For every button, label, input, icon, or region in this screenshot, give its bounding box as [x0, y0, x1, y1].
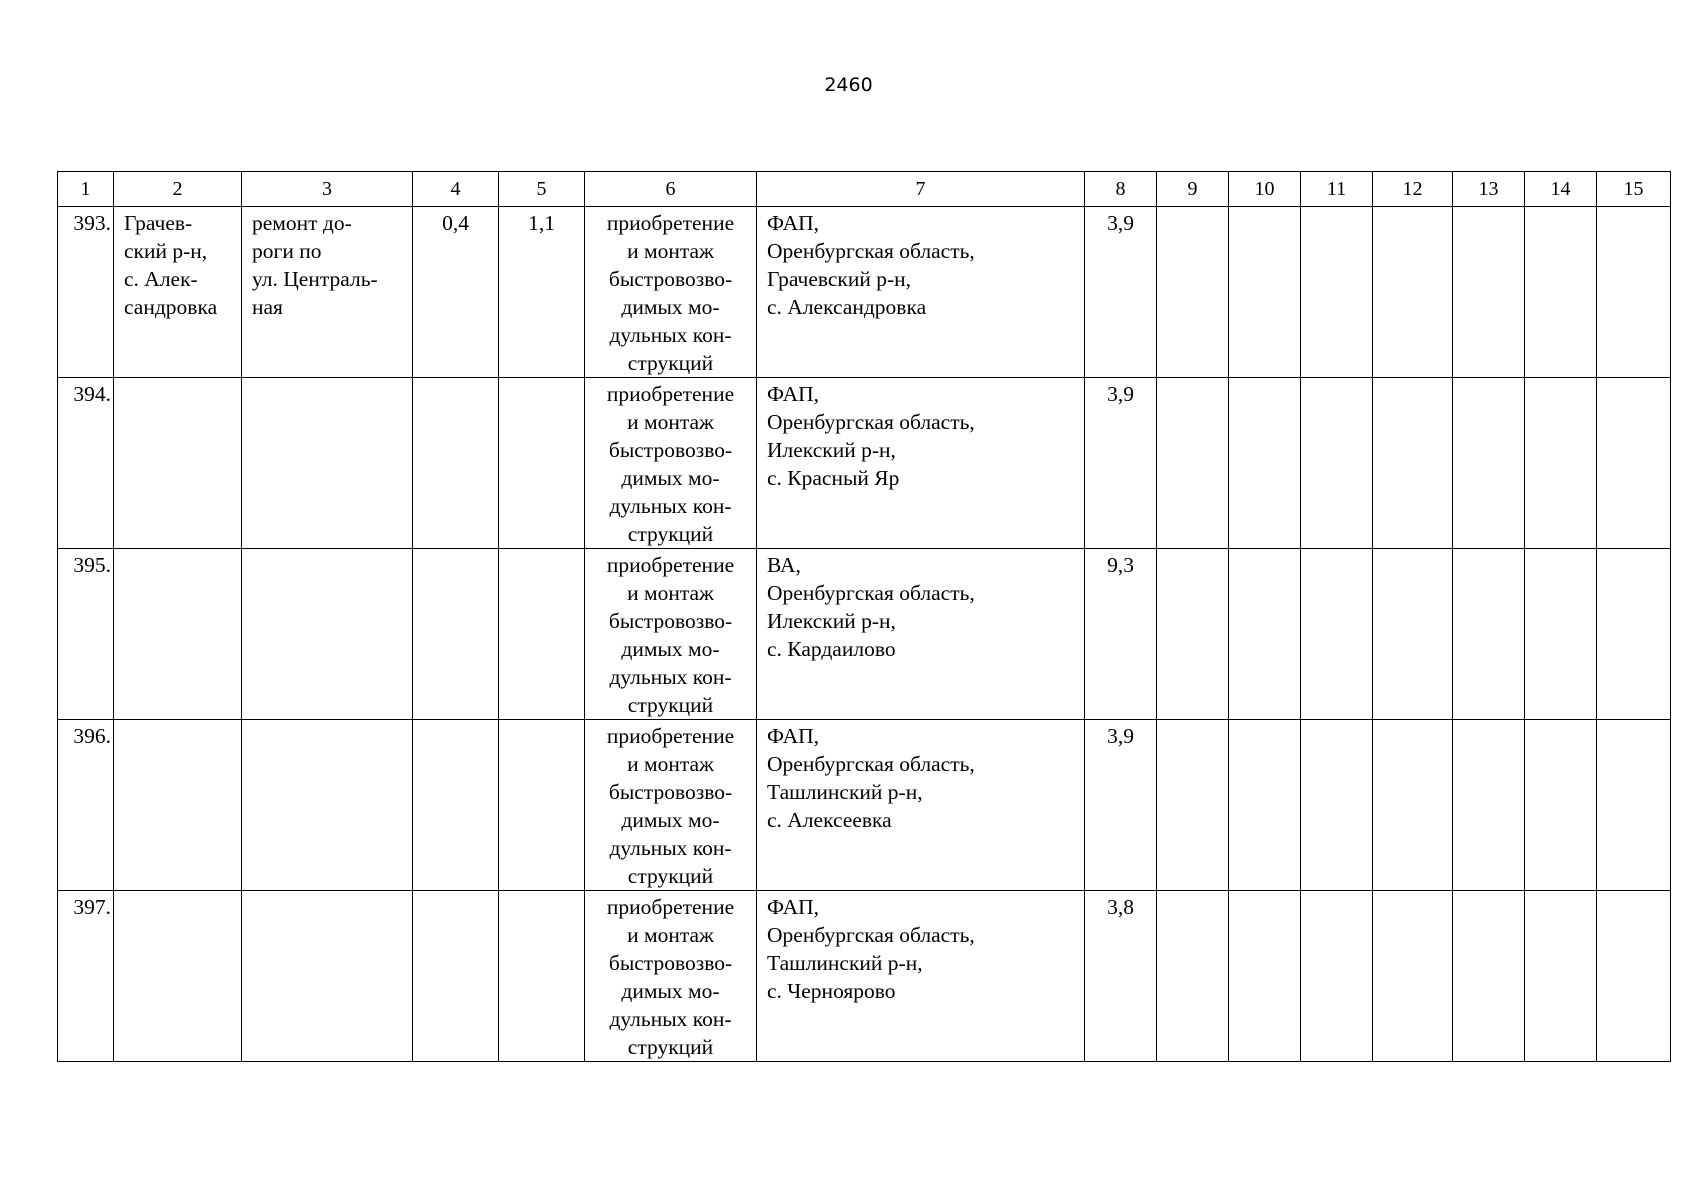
district-cell [114, 891, 242, 1062]
empty-cell-15 [1597, 207, 1671, 378]
empty-cell-14 [1525, 549, 1597, 720]
empty-cell-11 [1301, 891, 1373, 1062]
value-cell-5 [499, 549, 585, 720]
empty-cell-11 [1301, 207, 1373, 378]
header-cell: 15 [1597, 172, 1671, 207]
empty-cell-10 [1229, 207, 1301, 378]
work-type-cell-line: димых мо- [621, 979, 720, 1003]
work-type-cell [585, 549, 757, 720]
object-cell-line: Илекский р-н, [767, 438, 896, 462]
work-type-cell [585, 378, 757, 549]
value-cell-4 [413, 378, 499, 549]
header-row [58, 172, 1671, 207]
work-type-cell-line: димых мо- [621, 466, 720, 490]
empty-cell-15 [1597, 891, 1671, 1062]
empty-cell-11 [1301, 549, 1373, 720]
header-cell: 8 [1085, 172, 1157, 207]
table-row [58, 378, 1671, 549]
district-cell-line: сандровка [124, 295, 218, 319]
empty-cell-9 [1157, 378, 1229, 549]
road-cell [242, 207, 413, 378]
header-cell: 2 [114, 172, 242, 207]
table-row [58, 720, 1671, 891]
value-cell-4 [413, 891, 499, 1062]
work-type-cell-line: дульных кон- [609, 1007, 732, 1031]
value-cell-8: 3,9 [1085, 720, 1157, 891]
header-cell: 1 [58, 172, 114, 207]
object-cell [757, 378, 1085, 549]
object-cell-line: Оренбургская область, [767, 410, 975, 434]
work-type-cell-line: дульных кон- [609, 494, 732, 518]
header-cell: 12 [1373, 172, 1453, 207]
work-type-cell-line: быстровозво- [608, 951, 733, 975]
empty-cell-14 [1525, 378, 1597, 549]
object-cell-line: с. Красный Яр [767, 466, 900, 490]
empty-cell-14 [1525, 720, 1597, 891]
object-cell-line: Оренбургская область, [767, 923, 975, 947]
table-header [58, 172, 1671, 207]
object-cell-line: с. Александровка [767, 295, 927, 319]
object-cell-line: ФАП, [767, 382, 820, 406]
work-type-cell [585, 891, 757, 1062]
value-cell-8: 3,9 [1085, 207, 1157, 378]
object-cell-line: Оренбургская область, [767, 239, 975, 263]
header-cell: 3 [242, 172, 413, 207]
work-type-cell-line: приобретение [606, 382, 735, 406]
district-cell [114, 720, 242, 891]
road-cell [242, 549, 413, 720]
district-cell [114, 549, 242, 720]
value-cell-5: 1,1 [499, 207, 585, 378]
value-cell-5 [499, 720, 585, 891]
value-cell-8: 3,9 [1085, 378, 1157, 549]
empty-cell-13 [1453, 549, 1525, 720]
work-type-cell-line: приобретение [606, 553, 735, 577]
empty-cell-11 [1301, 720, 1373, 891]
table-row [58, 207, 1671, 378]
empty-cell-15 [1597, 549, 1671, 720]
header-cell: 5 [499, 172, 585, 207]
header-cell: 13 [1453, 172, 1525, 207]
work-type-cell-line: и монтаж [627, 752, 714, 776]
object-cell-line: Оренбургская область, [767, 581, 975, 605]
header-cell: 9 [1157, 172, 1229, 207]
object-cell-line: ФАП, [767, 211, 820, 235]
row-number-cell: 393. [58, 207, 114, 378]
work-type-cell-line: струкций [627, 1035, 714, 1059]
object-cell-line: Грачевский р-н, [767, 267, 912, 291]
work-type-cell-line: быстровозво- [608, 609, 733, 633]
work-type-cell-line: струкций [627, 864, 714, 888]
empty-cell-9 [1157, 720, 1229, 891]
object-cell-line: с. Кардаилово [767, 637, 896, 661]
road-cell [242, 378, 413, 549]
object-cell-line: ВА, [767, 553, 801, 577]
district-cell-line: Грачев- [124, 211, 193, 235]
value-cell-8: 3,8 [1085, 891, 1157, 1062]
object-cell-line: с. Алексеевка [767, 808, 892, 832]
work-type-cell-line: дульных кон- [609, 665, 732, 689]
work-type-cell-line: дульных кон- [609, 836, 732, 860]
district-cell [114, 207, 242, 378]
value-cell-4 [413, 549, 499, 720]
row-number-cell: 396. [58, 720, 114, 891]
work-type-cell [585, 720, 757, 891]
empty-cell-13 [1453, 891, 1525, 1062]
empty-cell-15 [1597, 720, 1671, 891]
district-cell [114, 378, 242, 549]
row-number-cell: 394. [58, 378, 114, 549]
work-type-cell-line: димых мо- [621, 808, 720, 832]
empty-cell-13 [1453, 207, 1525, 378]
value-cell-4 [413, 720, 499, 891]
empty-cell-9 [1157, 891, 1229, 1062]
value-cell-5 [499, 891, 585, 1062]
object-cell-line: с. Черноярово [767, 979, 896, 1003]
road-cell [242, 720, 413, 891]
table-row [58, 549, 1671, 720]
work-type-cell-line: приобретение [606, 724, 735, 748]
empty-cell-12 [1373, 720, 1453, 891]
empty-cell-10 [1229, 378, 1301, 549]
work-type-cell-line: струкций [627, 693, 714, 717]
empty-cell-14 [1525, 891, 1597, 1062]
object-cell-line: ФАП, [767, 895, 820, 919]
road-cell-line: ул. Централь- [252, 267, 378, 291]
road-cell [242, 891, 413, 1062]
work-type-cell-line: приобретение [606, 895, 735, 919]
district-cell-line: ский р-н, [124, 239, 208, 263]
empty-cell-10 [1229, 720, 1301, 891]
work-type-cell-line: струкций [627, 351, 714, 375]
header-cell: 6 [585, 172, 757, 207]
empty-cell-13 [1453, 720, 1525, 891]
object-cell [757, 549, 1085, 720]
work-type-cell-line: димых мо- [621, 637, 720, 661]
header-cell: 4 [413, 172, 499, 207]
work-type-cell [585, 207, 757, 378]
value-cell-8: 9,3 [1085, 549, 1157, 720]
header-cell: 11 [1301, 172, 1373, 207]
header-cell: 7 [757, 172, 1085, 207]
empty-cell-12 [1373, 549, 1453, 720]
empty-cell-13 [1453, 378, 1525, 549]
district-cell-line: с. Алек- [124, 267, 198, 291]
work-type-cell-line: быстровозво- [608, 780, 733, 804]
work-type-cell-line: струкций [627, 522, 714, 546]
object-cell-line: Ташлинский р-н, [767, 951, 923, 975]
road-cell-line: ремонт до- [252, 211, 352, 235]
object-cell [757, 891, 1085, 1062]
work-type-cell-line: димых мо- [621, 295, 720, 319]
table-row [58, 891, 1671, 1062]
empty-cell-11 [1301, 378, 1373, 549]
empty-cell-9 [1157, 549, 1229, 720]
work-type-cell-line: дульных кон- [609, 323, 732, 347]
work-type-cell-line: и монтаж [627, 923, 714, 947]
header-cell: 10 [1229, 172, 1301, 207]
page-number: 2460 [824, 74, 873, 96]
table-body [58, 207, 1671, 1062]
work-type-cell-line: приобретение [606, 211, 735, 235]
work-type-cell-line: быстровозво- [608, 438, 733, 462]
road-cell-line: ная [252, 295, 283, 319]
data-table [57, 171, 1671, 1062]
work-type-cell-line: и монтаж [627, 410, 714, 434]
object-cell-line: ФАП, [767, 724, 820, 748]
work-type-cell-line: быстровозво- [608, 267, 733, 291]
empty-cell-12 [1373, 378, 1453, 549]
value-cell-5 [499, 378, 585, 549]
empty-cell-14 [1525, 207, 1597, 378]
row-number-cell: 397. [58, 891, 114, 1062]
row-number-cell: 395. [58, 549, 114, 720]
empty-cell-15 [1597, 378, 1671, 549]
empty-cell-12 [1373, 891, 1453, 1062]
empty-cell-9 [1157, 207, 1229, 378]
object-cell [757, 207, 1085, 378]
work-type-cell-line: и монтаж [627, 239, 714, 263]
work-type-cell-line: и монтаж [627, 581, 714, 605]
road-cell-line: роги по [252, 239, 322, 263]
empty-cell-10 [1229, 891, 1301, 1062]
object-cell-line: Оренбургская область, [767, 752, 975, 776]
empty-cell-10 [1229, 549, 1301, 720]
header-cell: 14 [1525, 172, 1597, 207]
empty-cell-12 [1373, 207, 1453, 378]
value-cell-4: 0,4 [413, 207, 499, 378]
object-cell-line: Илекский р-н, [767, 609, 896, 633]
object-cell-line: Ташлинский р-н, [767, 780, 923, 804]
object-cell [757, 720, 1085, 891]
